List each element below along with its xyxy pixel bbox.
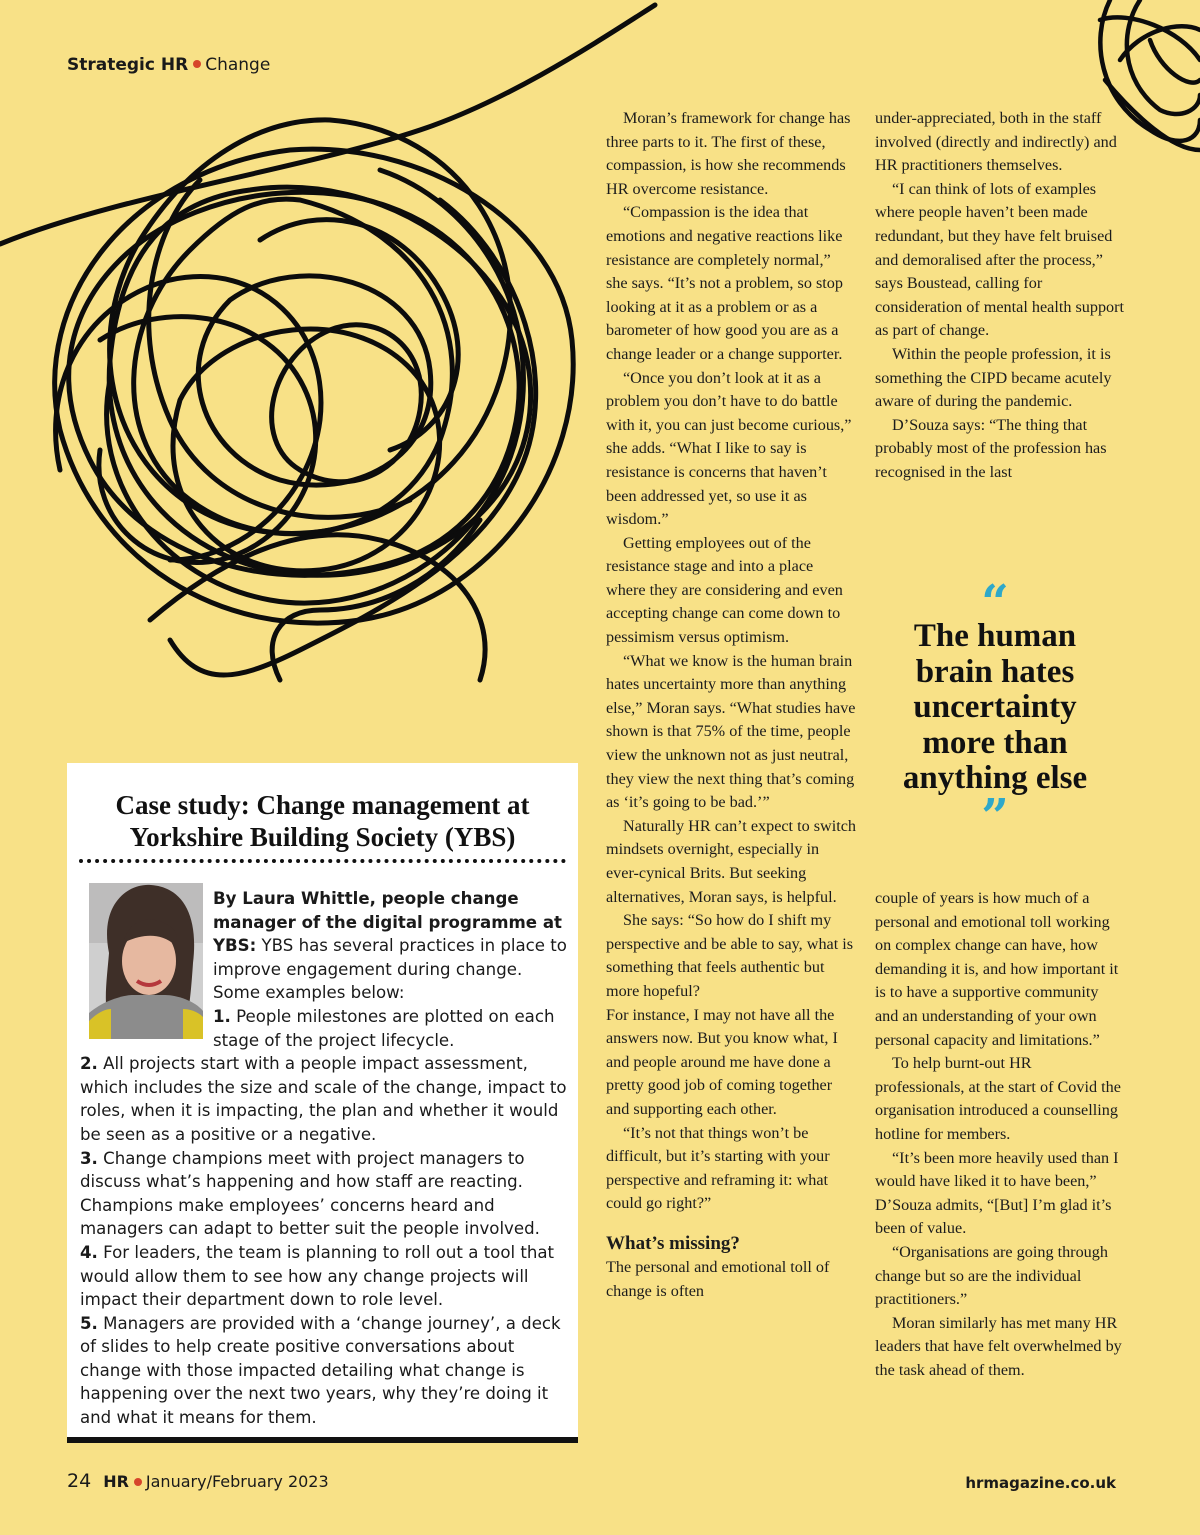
section-label-bold: Strategic HR <box>67 55 189 75</box>
item-number: 2. <box>80 1054 98 1074</box>
list-item <box>80 1312 570 1430</box>
item-text: People milestones are plotted on each stage of the project lifecycle. <box>213 1006 555 1050</box>
case-study-title: Case study: Change management at Yorkshire Building Society (YBS) <box>115 790 530 852</box>
page-number: 24 <box>67 1470 92 1492</box>
open-quote-icon: “ <box>981 575 1009 631</box>
section-label-topic: Change <box>205 55 271 75</box>
issue-date: January/February 2023 <box>145 1472 329 1491</box>
paragraph: “It’s been more heavily used than I would have liked it to have been,” D’Souza admits, “[But] I’m glad it’s been of value. <box>875 1148 1119 1238</box>
paragraph: “Organisations are going through change but so are the individual practitioners.” <box>875 1242 1108 1309</box>
website-link[interactable]: hrmagazine.co.uk <box>965 1474 1116 1492</box>
list-item <box>80 1241 570 1312</box>
footer-folio <box>67 1470 329 1492</box>
article-column-2-top <box>875 107 1125 485</box>
paragraph: “Once you don’t look at it as a problem you don’t have to do battle with it, you can just become curious,” she adds. “What I like to say is resistance is concerns that haven’t been addressed yet, so use it as wisdom.” <box>606 368 852 529</box>
pull-quote-text: The human brain hates uncertainty more than anything else <box>902 618 1088 796</box>
paragraph: D’Souza says: “The thing that probably most of the profession has recognised in the last <box>875 415 1107 481</box>
item-number: 5. <box>80 1313 98 1333</box>
list-item <box>213 1005 570 1052</box>
separator-dot <box>134 1478 142 1486</box>
byline: By Laura Whittle, people change manager of the digital programme at YBS: <box>213 889 562 956</box>
paragraph: The personal and emotional toll of change is often <box>606 1257 830 1300</box>
paragraph: For instance, I may not have all the answers now. But you know what, I and people around me have done a pretty good job of coming together and supporting each other. <box>606 1005 838 1118</box>
paragraph: She says: “So how do I shift my perspective and be able to say, what is something that feels authentic but more hopeful? <box>606 911 854 1000</box>
dotted-divider <box>79 859 566 863</box>
item-number: 4. <box>80 1242 98 1262</box>
paragraph: Moran’s framework for change has three parts to it. The first of these, compassion, is how she recommends HR overcome resistance. <box>606 109 851 198</box>
case-intro <box>213 887 570 1005</box>
item-number: 3. <box>80 1148 98 1168</box>
item-number: 1. <box>213 1006 231 1026</box>
paragraph: couple of years is how much of a personal and emotional toll working on complex change can have, how demanding it is, and how important it is to have a supportive community and an understanding of your own personal capacity and limitations.” <box>875 889 1119 1049</box>
paragraph: To help burnt-out HR professionals, at the start of Covid the organisation introduced a counselling hotline for members. <box>875 1054 1121 1143</box>
article-column-1 <box>606 107 856 1303</box>
subheading: What’s missing? <box>606 1232 740 1254</box>
item-text: Change champions meet with project managers to discuss what’s happening and how staff are reacting. Champions make employees’ concerns heard and managers can adapt to better suit the people involved. <box>80 1148 540 1239</box>
article-column-2-bottom <box>875 887 1125 1382</box>
list-item <box>80 1147 570 1241</box>
paragraph: “What we know is the human brain hates uncertainty more than anything else,” Moran says. “What studies have shown is that 75% of the time, people view the unknown not as just neutral, they view the next thing that’s coming as ‘it’s going to be bad.’” <box>606 651 856 812</box>
item-text: Managers are provided with a ‘change journey’, a deck of slides to help create positive conversations about change with those impacted detailing what change is happening over the next two years, why they’re doing it and what it means for them. <box>80 1313 561 1428</box>
paragraph: “I can think of lots of examples where people haven’t been made redundant, but they have felt bruised and demoralised after the process,” says Boustead, calling for consideration of mental health support as part of change. <box>875 179 1125 340</box>
case-study-box <box>67 763 578 1443</box>
item-text: All projects start with a people impact assessment, which includes the size and scale of the change, impact to roles, when it is impacting, the plan and whether it would be seen as a positive or a negative. <box>80 1054 567 1144</box>
item-text: For leaders, the team is planning to roll out a tool that would allow them to see how any change projects will impact their department down to role level. <box>80 1242 555 1310</box>
close-quote-icon: ” <box>981 788 1009 845</box>
paragraph: “It’s not that things won’t be difficult, but it’s starting with your perspective and reframing it: what could go right?” <box>606 1123 830 1213</box>
list-item <box>80 1052 570 1146</box>
paragraph: “Compassion is the idea that emotions and negative reactions like resistance are completely normal,” she says. “It’s not a problem, so stop looking at it as a problem or as a barometer of how good you are as a change leader or a change supporter. <box>606 203 843 363</box>
paragraph: Getting employees out of the resistance stage and into a place where they are considering and even accepting change can come down to pessimism versus optimism. <box>606 533 843 647</box>
magazine-name: HR <box>103 1472 129 1491</box>
paragraph: Moran similarly has met many HR leaders that have felt overwhelmed by the task ahead of them. <box>875 1313 1122 1379</box>
paragraph: Naturally HR can’t expect to switch mindsets overnight, especially in ever-cynical Brits. But seeking alternatives, Moran says, is helpful. <box>606 816 857 906</box>
pull-quote <box>880 575 1110 845</box>
paragraph: Within the people profession, it is something the CIPD became acutely aware of during the pandemic. <box>875 344 1112 411</box>
intro-text: YBS has several practices in place to improve engagement during change. Some examples below: <box>213 936 567 1003</box>
scribble-illustration <box>0 0 660 720</box>
paragraph: under-appreciated, both in the staff involved (directly and indirectly) and HR practitioners themselves. <box>875 109 1117 175</box>
case-study-body <box>80 887 570 1430</box>
